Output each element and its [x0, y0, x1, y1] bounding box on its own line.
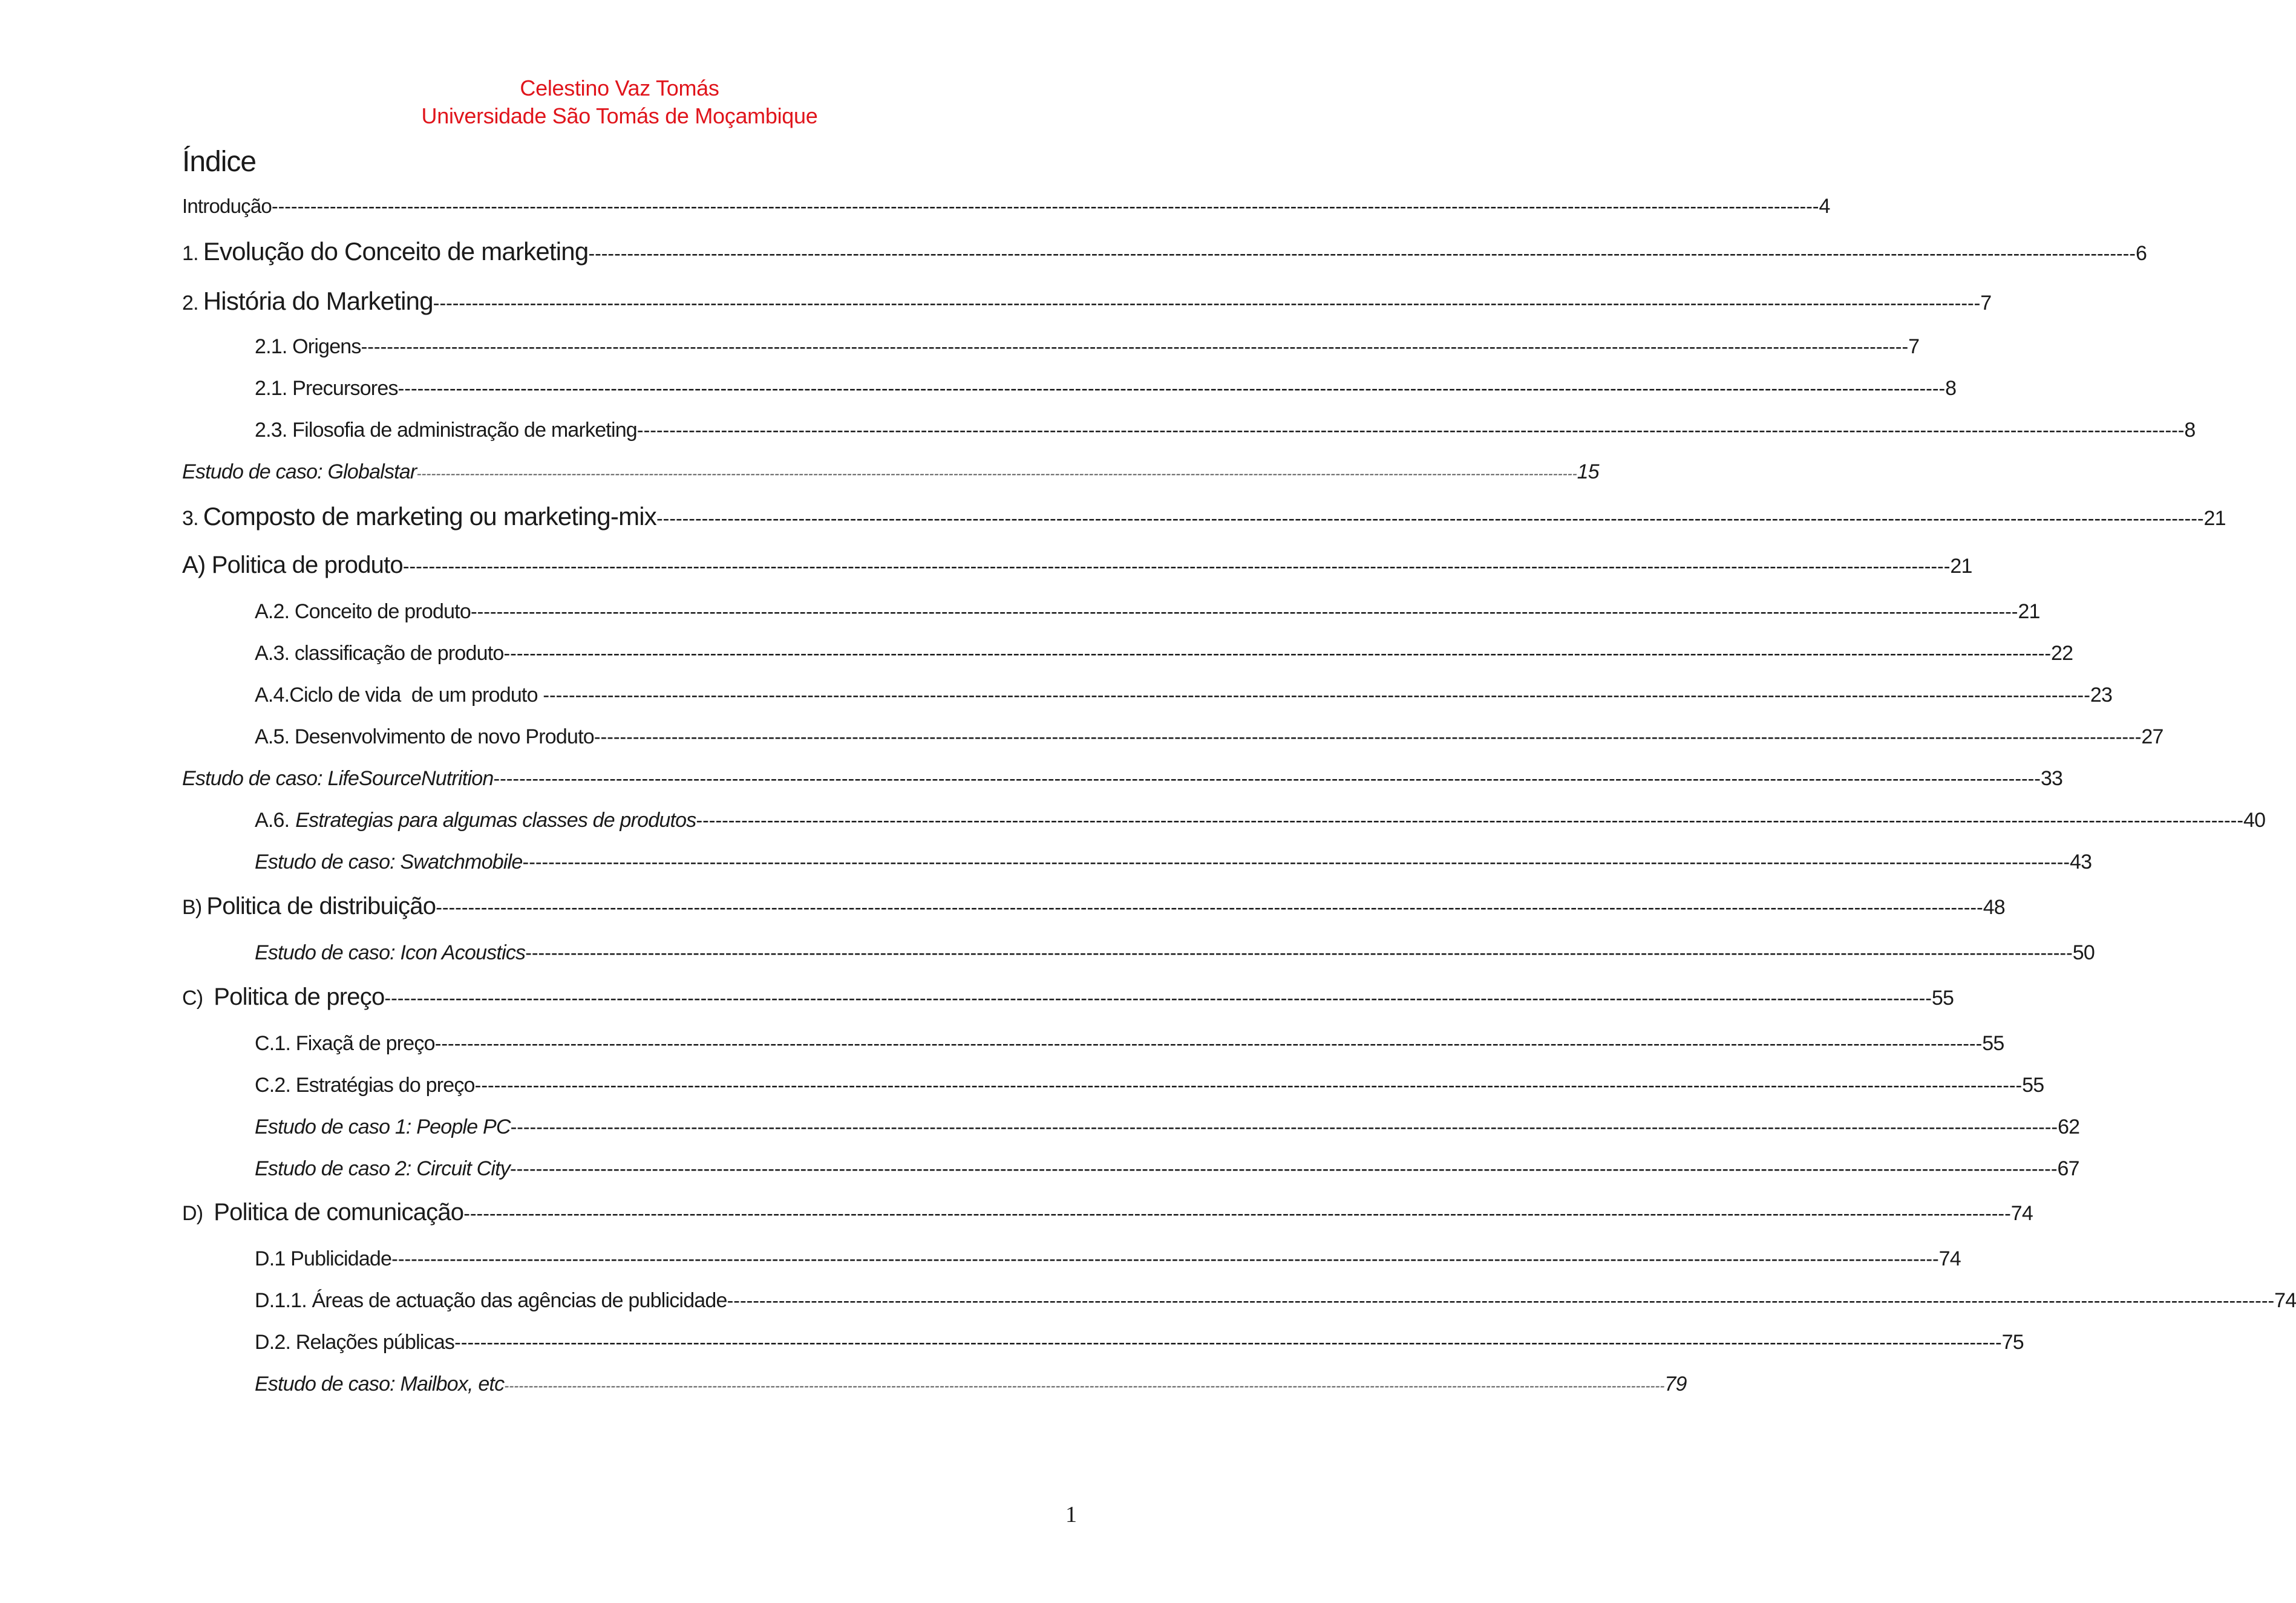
- toc-entry-page: 48: [1983, 896, 2005, 919]
- toc-leader-dots: ------------------------------------------------------------------------------------------------------------------------------------------------------------------------------------------------------------------------------------------------: [416, 466, 1577, 482]
- toc-entry-title: Estrategias para algumas classes de produtos: [295, 809, 696, 832]
- toc-entry-title: Estudo de caso 2: Circuit City: [255, 1157, 510, 1180]
- university-name: Universidade São Tomás de Moçambique: [421, 103, 818, 128]
- toc-entry-number: A.6.: [255, 809, 290, 832]
- toc-entry[interactable]: [182, 287, 1992, 321]
- toc-entry-page: 67: [2057, 1157, 2079, 1180]
- toc-entry-title: Estudo de caso: LifeSourceNutrition: [182, 767, 494, 790]
- toc-leader-dots: ------------------------------------------------------------------------------------------------------------------------------------------------------------------------------------------------------------------------------------------------: [509, 1158, 2058, 1180]
- toc-leader-dots: ------------------------------------------------------------------------------------------------------------------------------------------------------------------------------------------------------------------------------------------------: [384, 987, 1932, 1009]
- toc-entry-page: 79: [1664, 1373, 1687, 1396]
- toc-entry[interactable]: [182, 767, 2063, 796]
- toc-entry-title: D.2. Relações públicas: [255, 1331, 455, 1354]
- toc-entry-title: Composto de marketing ou marketing-mix: [203, 502, 657, 531]
- page-number: 1: [1065, 1502, 1077, 1527]
- toc-leader-dots: ------------------------------------------------------------------------------------------------------------------------------------------------------------------------------------------------------------------------------------------------: [436, 896, 1983, 918]
- toc-entry-page: 74: [2274, 1289, 2296, 1312]
- toc-entry[interactable]: [255, 377, 1957, 406]
- toc-entry-page: 21: [2018, 600, 2040, 623]
- toc-entry-page: 40: [2243, 809, 2266, 832]
- toc-leader-dots: ------------------------------------------------------------------------------------------------------------------------------------------------------------------------------------------------------------------------------------------------: [588, 243, 2136, 264]
- toc-entry-title: A) Politica de produto: [182, 552, 403, 578]
- toc-entry-number: D): [182, 1202, 203, 1225]
- toc-entry-page: 22: [2051, 642, 2073, 665]
- toc-entry-page: 43: [2070, 850, 2092, 873]
- toc-entry[interactable]: [182, 502, 2226, 536]
- toc-leader-dots: ------------------------------------------------------------------------------------------------------------------------------------------------------------------------------------------------------------------------------------------------: [463, 1203, 2011, 1224]
- toc-entry[interactable]: [182, 552, 1972, 586]
- toc-entry-title: Introdução: [182, 195, 272, 217]
- toc-entry-page: 62: [2058, 1115, 2080, 1138]
- toc-entry-title: D.1 Publicidade: [255, 1247, 392, 1270]
- toc-leader-dots: ------------------------------------------------------------------------------------------------------------------------------------------------------------------------------------------------------------------------------------------------: [474, 1074, 2023, 1096]
- toc-entry-page: 7: [1908, 335, 1920, 358]
- toc-leader-dots: ------------------------------------------------------------------------------------------------------------------------------------------------------------------------------------------------------------------------------------------------: [433, 292, 1981, 314]
- toc-entry-page: 6: [2135, 242, 2147, 265]
- toc-entry[interactable]: [255, 684, 2113, 713]
- toc-entry-number: 3.: [182, 507, 198, 530]
- toc-leader-dots: ------------------------------------------------------------------------------------------------------------------------------------------------------------------------------------------------------------------------------------------------: [503, 642, 2051, 664]
- toc-entry-title: Estudo de caso: Icon Acoustics: [255, 941, 526, 964]
- toc-entry[interactable]: [255, 642, 2073, 671]
- toc-entry-number: 1.: [182, 242, 198, 265]
- toc-entry[interactable]: [182, 984, 1954, 1017]
- toc-entry-title: C.2. Estratégias do preço: [255, 1074, 475, 1097]
- toc-entry-page: 21: [2203, 507, 2226, 530]
- toc-entry-title: 2.3. Filosofia de administração de marketing: [255, 419, 637, 442]
- toc-entry-title: A.3. classificação de produto: [255, 642, 504, 665]
- toc-leader-dots: ------------------------------------------------------------------------------------------------------------------------------------------------------------------------------------------------------------------------------------------------: [493, 768, 2041, 789]
- toc-leader-dots: ------------------------------------------------------------------------------------------------------------------------------------------------------------------------------------------------------------------------------------------------: [454, 1331, 2002, 1353]
- toc-entry[interactable]: [255, 809, 2266, 838]
- toc-entry-title: Estudo de caso: Globalstar: [182, 460, 417, 483]
- toc-entry[interactable]: [182, 195, 1830, 224]
- toc-entry-page: 21: [1950, 555, 1972, 578]
- toc-entry-page: 8: [2184, 419, 2196, 442]
- toc-entry[interactable]: [255, 1074, 2044, 1103]
- toc-leader-dots: ------------------------------------------------------------------------------------------------------------------------------------------------------------------------------------------------------------------------------------------------: [361, 336, 1909, 357]
- toc-entry-title: A.4.Ciclo de vida de um produto: [255, 684, 543, 707]
- author-name: Celestino Vaz Tomás: [520, 76, 719, 100]
- toc-leader-dots: ------------------------------------------------------------------------------------------------------------------------------------------------------------------------------------------------------------------------------------------------: [525, 942, 2073, 964]
- toc-entry-title: Politica de distribuição: [206, 893, 436, 919]
- toc-leader-dots: ------------------------------------------------------------------------------------------------------------------------------------------------------------------------------------------------------------------------------------------------: [271, 195, 1819, 217]
- toc-entry-title: Estudo de caso: Mailbox, etc: [255, 1373, 505, 1396]
- toc-entry[interactable]: [255, 335, 1920, 364]
- toc-entry-number: C): [182, 987, 203, 1010]
- toc-entry-title: História do Marketing: [203, 287, 433, 315]
- toc-entry-title: 2.1. Precursores: [255, 377, 398, 400]
- toc-entry[interactable]: [182, 893, 2005, 927]
- toc-leader-dots: ------------------------------------------------------------------------------------------------------------------------------------------------------------------------------------------------------------------------------------------------: [727, 1290, 2275, 1311]
- toc-entry[interactable]: [255, 1289, 2296, 1318]
- toc-leader-dots: ------------------------------------------------------------------------------------------------------------------------------------------------------------------------------------------------------------------------------------------------: [397, 377, 1946, 399]
- toc-leader-dots: ------------------------------------------------------------------------------------------------------------------------------------------------------------------------------------------------------------------------------------------------: [696, 809, 2243, 831]
- toc-entry[interactable]: [255, 600, 2040, 629]
- toc-entry-title: Estudo de caso: Swatchmobile: [255, 850, 523, 873]
- toc-entry[interactable]: [255, 941, 2095, 970]
- toc-leader-dots: ------------------------------------------------------------------------------------------------------------------------------------------------------------------------------------------------------------------------------------------------: [391, 1248, 1939, 1270]
- toc-entry[interactable]: [255, 1115, 2080, 1144]
- toc-entry-title: Evolução do Conceito de marketing: [203, 237, 589, 266]
- toc-title: Índice: [182, 146, 257, 178]
- toc-entry-page: 23: [2090, 684, 2113, 707]
- toc-entry-page: 55: [2022, 1074, 2044, 1097]
- toc-entry-page: 15: [1577, 460, 1599, 483]
- toc-entry[interactable]: [255, 1331, 2024, 1360]
- toc-entry-number: 2.: [182, 292, 198, 315]
- toc-entry-page: 8: [1945, 377, 1957, 400]
- toc-entry-page: 33: [2040, 767, 2063, 790]
- toc-entry[interactable]: [255, 850, 2092, 880]
- toc-leader-dots: ------------------------------------------------------------------------------------------------------------------------------------------------------------------------------------------------------------------------------------------------: [402, 555, 1951, 577]
- toc-entry[interactable]: [255, 1157, 2079, 1186]
- toc-leader-dots: ------------------------------------------------------------------------------------------------------------------------------------------------------------------------------------------------------------------------------------------------: [636, 419, 2185, 441]
- toc-entry[interactable]: [255, 1032, 2004, 1061]
- toc-leader-dots: ------------------------------------------------------------------------------------------------------------------------------------------------------------------------------------------------------------------------------------------------: [510, 1116, 2058, 1138]
- toc-entry-page: 50: [2072, 941, 2095, 964]
- toc-entry-title: Politica de comunicação: [214, 1199, 464, 1226]
- toc-entry-page: 74: [2010, 1202, 2033, 1225]
- toc-leader-dots: ------------------------------------------------------------------------------------------------------------------------------------------------------------------------------------------------------------------------------------------------: [543, 684, 2090, 706]
- toc-entry[interactable]: [182, 237, 2147, 271]
- toc-leader-dots: ------------------------------------------------------------------------------------------------------------------------------------------------------------------------------------------------------------------------------------------------: [434, 1033, 1983, 1054]
- toc-entry-title: D.1.1. Áreas de actuação das agências de publicidade: [255, 1289, 727, 1312]
- toc-leader-dots: ------------------------------------------------------------------------------------------------------------------------------------------------------------------------------------------------------------------------------------------------: [594, 726, 2142, 748]
- toc-entry-title: 2.1. Origens: [255, 335, 361, 358]
- toc-entry-page: 55: [1931, 987, 1954, 1010]
- toc-entry-page: 74: [1938, 1247, 1961, 1270]
- toc-entry-number: B): [182, 896, 202, 919]
- toc-entry-title: A.5. Desenvolvimento de novo Produto: [255, 725, 594, 748]
- toc-entry[interactable]: [255, 419, 2196, 448]
- toc-entry-page: 55: [1982, 1032, 2004, 1055]
- toc-entry-page: 7: [1980, 292, 1992, 315]
- toc-leader-dots: ------------------------------------------------------------------------------------------------------------------------------------------------------------------------------------------------------------------------------------------------: [470, 601, 2018, 622]
- toc-entry[interactable]: [255, 1373, 1687, 1402]
- toc-leader-dots: ------------------------------------------------------------------------------------------------------------------------------------------------------------------------------------------------------------------------------------------------: [504, 1378, 1665, 1394]
- toc-entry-page: 27: [2141, 725, 2164, 748]
- toc-entry[interactable]: [182, 460, 1599, 489]
- toc-entry-title: Politica de preço: [214, 984, 385, 1010]
- toc-leader-dots: ------------------------------------------------------------------------------------------------------------------------------------------------------------------------------------------------------------------------------------------------: [656, 508, 2204, 529]
- toc-leader-dots: ------------------------------------------------------------------------------------------------------------------------------------------------------------------------------------------------------------------------------------------------: [522, 851, 2070, 873]
- toc-entry-title: Estudo de caso 1: People PC: [255, 1115, 511, 1138]
- toc-entry[interactable]: [182, 1199, 2033, 1233]
- toc-entry[interactable]: [255, 725, 2164, 754]
- toc-entry-title: A.2. Conceito de produto: [255, 600, 471, 623]
- toc-entry-page: 75: [2001, 1331, 2024, 1354]
- toc-entry-page: 4: [1819, 195, 1830, 218]
- toc-entry[interactable]: [255, 1247, 1961, 1276]
- toc-entry-title: C.1. Fixaçã de preço: [255, 1032, 435, 1055]
